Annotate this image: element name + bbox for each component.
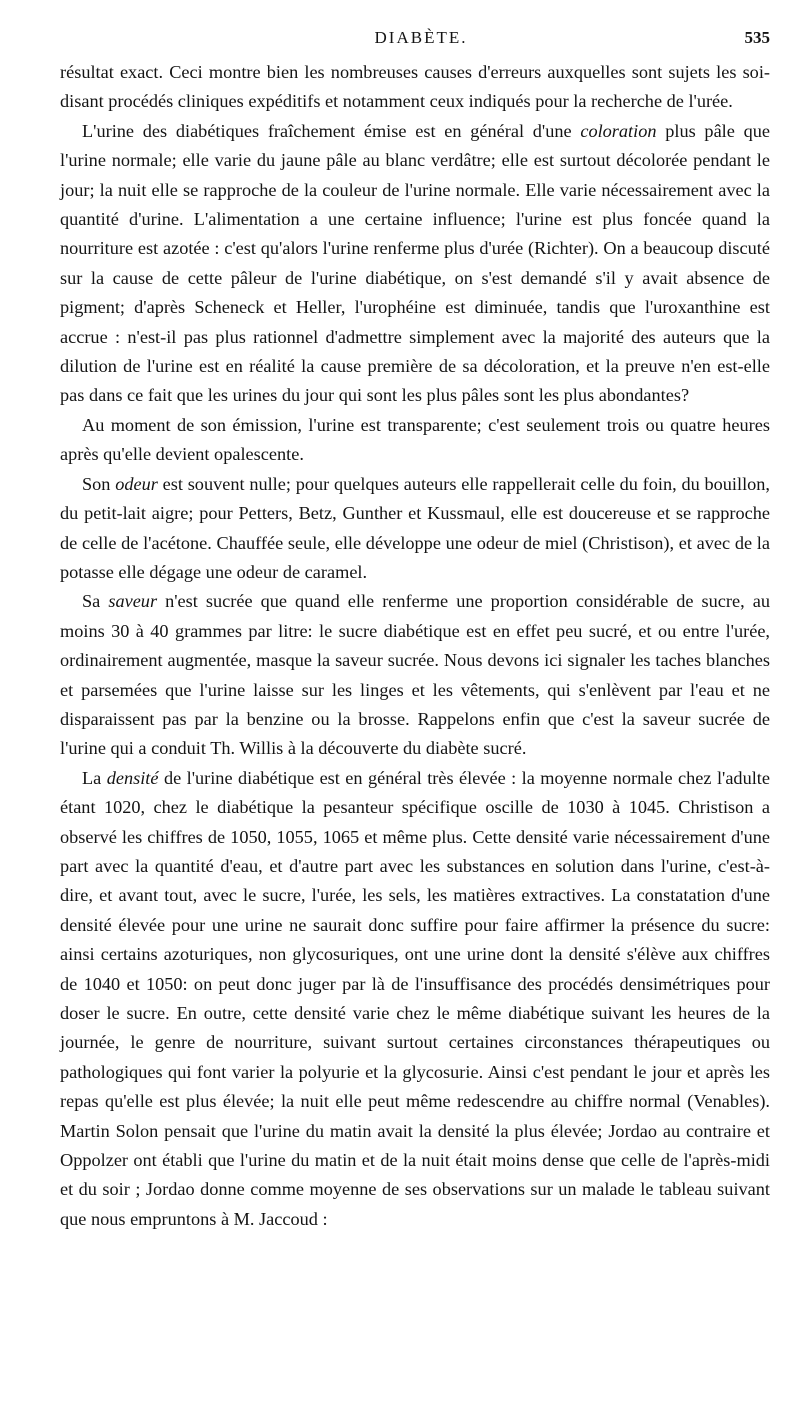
paragraph-text: Sa	[82, 591, 109, 612]
paragraph	[60, 764, 770, 1235]
paragraph-text: n'est sucrée que quand elle renferme une proportion considérable de sucre, au moins 30 à 40 grammes par litre: le sucre diabétique est en effet peu sucré, et ou entre l'urée, ordinairement augmentée, masque la saveur sucrée. Nous devons ici signaler les taches blanches et parsemées que l'urine laisse sur les linges et les vêtements, qui s'enlèvent par l'eau et ne disparaissent pas par la benzine ou la brosse. Rappelons enfin que c'est la saveur sucrée de l'urine qui a conduit Th. Willis à la découverte du diabète sucré.	[60, 591, 770, 759]
paragraph-text: La	[82, 767, 107, 788]
paragraph	[60, 117, 770, 411]
paragraph-text: plus pâle que l'urine normale; elle varie du jaune pâle au blanc verdâtre; elle est surtout décolorée pendant le jour; la nuit elle se rapproche de la couleur de l'urine normale. Elle varie nécessairement avec la quantité d'urine. L'alimentation a une certaine influence; l'urine est plus foncée quand la nourriture est azotée : c'est qu'alors l'urine renferme plus d'urée (Richter). On a beaucoup discuté sur la cause de cette pâleur de l'urine diabétique, on s'est demandé s'il y avait absence de pigment; d'après Scheneck et Heller, l'urophéine est diminuée, tandis que l'uroxanthine est accrue : n'est-il pas plus rationnel d'admettre simplement avec la majorité des auteurs que la dilution de l'urine est en réalité la cause première de sa décoloration, et la preuve n'en est-elle pas dans ce fait que les urines du jour qui sont les plus pâles sont les plus abondantes?	[60, 120, 771, 406]
paragraph-text: Son	[82, 473, 116, 494]
paragraph-text: résultat exact. Ceci montre bien les nombreuses causes d'erreurs auxquelles sont sujets les soi-disant procédés cliniques expéditifs et notamment ceux indiqués pour la recherche de l'urée.	[60, 62, 770, 112]
italic-term: densité	[106, 767, 159, 788]
italic-term: saveur	[108, 591, 158, 612]
paragraph-text: est souvent nulle; pour quelques auteurs elle rappellerait celle du foin, du bouillon, du petit-lait aigre; pour Petters, Betz, Gunther et Kussmaul, elle est doucereuse et se rapproche de celle de l'acétone. Chauffée seule, elle développe une odeur de miel (Christison), et avec de la potasse elle dégage une odeur de caramel.	[60, 473, 771, 582]
running-title: DIABÈTE.	[374, 28, 468, 47]
paragraph	[60, 411, 770, 470]
page-number: 535	[744, 28, 770, 47]
body-text	[60, 58, 770, 1234]
italic-term: odeur	[115, 473, 158, 494]
italic-term: coloration	[580, 120, 657, 141]
paragraph	[60, 587, 770, 763]
paragraph-text: L'urine des diabétiques fraîchement émise est en général d'une	[82, 120, 581, 141]
page-header	[72, 28, 770, 54]
paragraph	[60, 58, 770, 117]
paragraph-text: de l'urine diabétique est en général très élevée : la moyenne normale chez l'adulte étant 1020, chez le diabétique la pesanteur spécifique oscille de 1030 à 1045. Christison a observé les chiffres de 1050, 1055, 1065 et même plus. Cette densité varie nécessairement d'une part avec la quantité d'eau, et d'autre part avec les substances en solution dans l'urine, c'est-à-dire, et avant tout, avec le sucre, l'urée, les sels, les matières extractives. La constatation d'une densité élevée pour une urine ne saurait donc suffire pour faire affirmer la présence du sucre: ainsi certains azoturiques, non glycosuriques, ont une urine dont la densité s'élève aux chiffres de 1040 et 1050: on peut donc juger par là de l'insuffisance des procédés densimétriques pour doser le sucre. En outre, cette densité varie chez le même diabétique suivant les heures de la journée, le genre de nourriture, suivant surtout certaines circonstances thérapeutiques ou pathologiques qui font varier la polyurie et la glycosurie. Ainsi c'est pendant le jour et après les repas qu'elle est plus élevée; la nuit elle peut même redescendre au chiffre normal (Venables). Martin Solon pensait que l'urine du matin avait la densité la plus élevée; Jordao au contraire et Oppolzer ont établi que l'urine du matin et de la nuit était moins dense que celle de l'après-midi et du soir ; Jordao donne comme moyenne de ses observations sur un malade le tableau suivant que nous empruntons à M. Jaccoud :	[60, 767, 770, 1229]
paragraph-text: Au moment de son émission, l'urine est transparente; c'est seulement trois ou quatre heures après qu'elle devient opalescente.	[60, 414, 770, 465]
paragraph	[60, 470, 770, 588]
